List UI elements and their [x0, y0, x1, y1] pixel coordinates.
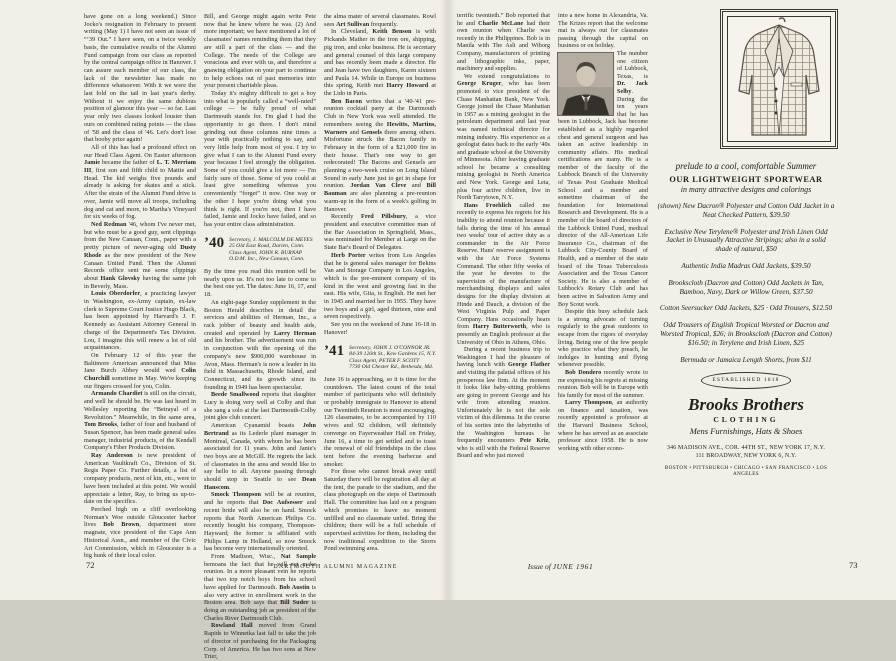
text-column-1 [84, 13, 196, 561]
paragraph: For those who cannot break away until Saturday there will be registration all day at the tent, the parade to the stadium, and the class photograph on the steps of Dartmouth Hall. The committee has laid on a program which promises to leave no moment unfilled and no classmate unfed. Bring the children; there will be a full schedule of supervised activities for them, including the now traditional expedition to the Storrs Pond swimming area. [324, 468, 436, 553]
paragraph: All of this has had a profound effect on our Head Class Agent. On Easter afternoon Jamie became the father of L. T. Merriam III, first son and fifth child to Mattie and Head. The kid weighs five pounds and already is asking for skates and a stick. After the strain of the Alumni Fund drive is over, Jamie will move all troops, including dog and cat and more, to Martha's Vineyard for six weeks of fog. [84, 143, 196, 221]
paragraph-group [204, 268, 316, 661]
paragraph: By the time you read this reunion will be nearly upon us. It's not too late to come to the best one yet. The dates: June 16, 17, and 18. [204, 268, 316, 299]
paragraph: Brookscloth (Dacron and Cotton) Odd Jackets in Tan, Bamboo, Navy, Dark or Willow Green, $37.50 [668, 278, 824, 296]
paragraph: Ben Bacon writes that a '40-'41 pre-reunion cocktail party at the Dartmouth Club in New York was well attended. He remembers seeing the Hewitts, Martins, Warners and Gensels there among others. Misfortune struck the Bacon family in February in the form of a $21,000 fire in their house. That's one way to get redecorated! The Bacons and Gensels are planning a two-week cruise on Long Island Sound in early June just to get in shape for reunion. Jordan Van Cleve and Bill Bauman are also planning a pre-reunion warm-up in the form of a week's golfing in Hanover. [324, 97, 437, 213]
portrait-illustration [558, 53, 613, 115]
paragraph: Odd Trousers of English Tropical Worsted or Dacron and Worsted Tropical, $26; in Brookscloth (Dacron and Cotton) $16.50; in Terylene and Irish Linen, $25 [660, 321, 832, 347]
text-column-3 [324, 13, 436, 561]
established-1818-badge: ESTABLISHED 1818 [701, 372, 791, 389]
paragraph: Cotton Seersucker Odd Jackets, $25 · Odd Trousers, $12.50 [659, 304, 833, 313]
ad-address-1: 346 MADISON AVE., COR. 44TH ST., NEW YORK 17, N.Y. [666, 445, 826, 452]
paragraph-group [558, 13, 648, 51]
issue-prefix: Issue of [527, 562, 551, 571]
page-number-right: 73 [849, 560, 858, 570]
paragraph: We extend congratulations to George Kruger, who has been promoted to vice president of the Chase Manhattan Bank, New York. George joined the Chase Manhattan in 1957 as a mining geologist in the petroleum department and last year was named technical director for mining industry. His experience as a geologist dates back to the early '40s and graduate school at the University of Minnesota. After leaving graduate school he became a consulting mining geologist in North America and New York. George and Leta, plus four active children, live in North Tarrytown, N.Y. [457, 73, 550, 202]
jacket-illustration-frame [720, 9, 838, 149]
paragraph: From Madison, Wisc., Nat Sample bemoans the fact that he will not make reunion. In a more pleasant vein he reports that two top notch boys from his school have applied for Dartmouth. Bob Austin is also very active in enrollment work in the Boston area. Bob says that Bill Suder is doing an outstanding job as president of the Charles River Dartmouth Club. [204, 553, 317, 622]
paragraph: On February 12 of this year the Baltimore American announced that Miss Jane Burch Abbey would wed Colin Churchill sometime in May. We're keeping our fingers crossed for you, Colin. [84, 351, 196, 390]
paragraph: Beede Smallwood reports that daughter Lucy is doing very well at Colby and that she sang a solo at the last Dartmouth-Colby joint glee club concert. [204, 391, 316, 422]
paragraph: Larry Thompson, an authority on finance and taxation, was recently appointed a professor at the Harvard Business School, where he has served as an associate professor since 1958. He is now working with other econo- [558, 400, 648, 452]
paragraph: An eight-page Sunday supplement in the Boston Herald describes in detail the services and abilities of Herman, Inc., a rack jobber of beauty and health aids, created and operated by Larry Herman and his brother. The advertisement was run in conjunction with the opening of the company's new $900,000 warehouse in Avon, Mass. Herman's is now a leader in its field in Massachusetts, Rhode Island, and Connecticut, and its growth since its founding in 1949 has been spectacular. [204, 298, 316, 391]
paragraph: During a recent business trip to Washington I had the pleasure of having lunch with George Flather and visiting the palatial offices of his prosperous law firm. At the moment it looks like baby-sitting problems are going to prevent George and his wife from attending reunion. Unfortunately he is not the sole victim of this dilemma. In the course of his sorties into the labyrinths of the Washington bureaus he frequently encounters Pete Kriz, who is still with the Federal Reserve Board and who just moved [457, 347, 550, 460]
issue-date-footer [478, 562, 643, 571]
text-column-4 [457, 13, 550, 561]
text-column-5 [558, 13, 648, 561]
ad-title: OUR LIGHTWEIGHT SPORTWEAR [669, 175, 823, 184]
paragraph: Ned Redman '46, whom I've never met, but who must be a good guy, sent clippings from the New Canaan, Conn., paper with a pretty picture of never-aging old Dusty Rhode as the new president of the New Canaan United Fund. Then the Alumni Records office sent me some clippings about Hank Glovsky having the same job in Beverly, Mass. [84, 220, 196, 290]
class-41-officers [349, 344, 436, 371]
officer-line: Class Agent, JOHN R. BURNAP [229, 249, 303, 256]
ad-clothing-label: CLOTHING [713, 415, 779, 425]
ad-address-2: 111 BROADWAY, NEW YORK 6, N.Y. [695, 453, 797, 460]
officer-line: Secretary, JOHN J. O'CONNOR JR. [349, 344, 431, 351]
brooks-brothers-logo: Brooks Brothers [688, 395, 804, 415]
paragraph-group [204, 13, 316, 229]
paragraph: In Cleveland, Keith Benson is with Pickands Mather in the iron ore, shipping, pig iron, and coke business. He is secretary and general counsel of this large company and has recently been made a director. He and Jean have two daughters, Karen sixteen and Paula 14. While in Europe on business this spring, Keith met Harry Howard at the Lido in Paris. [324, 28, 436, 98]
paragraph: Louis Oberdorfer, a practicing lawyer in Washington, ex-Army captain, ex-law clerk to Supreme Court Justice Hugo Black, has been appointed by Harvard's J. F. Kennedy as Assistant Attorney General in charge of the Department's Tax Division. Lou, I imagine this will renew a lot of old acquaintances. [84, 290, 197, 352]
paragraph: Hans Froehlich called me recently to express his regrets for his inability to attend reunion because it falls during the time of his annual two weeks' tour of active duty as a commander in the Air Force Reserve. Hans' reserve assignment is with the Air Force Systems Command. The other fifty weeks of the year he devotes to the supervision of the manufacture of merchandising displays and sales designs for the display division at Hinde and Dauch, a division of the West Virginia Pulp and Paper Company. Hans occasionally hears from Harry Butterworth, who is presently an English professor at the University of Ohio in Athens, Ohio. [457, 202, 551, 346]
ad-furnishings-label: Mens Furnishings, Hats & Shoes [689, 426, 803, 437]
paragraph-group [324, 376, 436, 553]
officer-line: 25 Old East Road, Darien, Conn. [229, 243, 305, 250]
class-1941-heading [324, 344, 436, 371]
paragraph: Bob Dondero recently wrote to me expressing his regrets at missing reunion. Bob will be in Europe with his family for most of the summer. [558, 369, 648, 399]
officer-line: 7730 Old Chester Rd., Bethesda, Md. [349, 364, 434, 371]
ad-tagline: prelude to a cool, comfortable Summer [675, 161, 817, 171]
paragraph: Smock Thompson will be at reunion, and he reports that Doc Aufsesser and recent bride will also be on hand. Smock reports that North American Philips Co. recently bought his company, Thompson-Hayward; the former is affiliated with Philips Lamp in Holland, so now Smock has become very internationally oriented. [204, 491, 316, 553]
officer-line: Class Agent, PETER F. SCOTT [349, 357, 420, 364]
paragraph: Perched high on a cliff overlooking Norman's Woe outside Gloucester harbor lives Bob Brown, department store magnate, vice president of the Cape Ann Historical Assn., and member of the Civic Art Commission, which in Gloucester is a big hunk of their local color. [84, 506, 196, 560]
paragraph: have gone on a long weekend.) Since Jocko's resignation in February to present writing (May 1) I have not seen an issue of “’39 Out.” I have seen, on a twice weekly basis, the cumulative results of the Alumni Fund campaign from our class as reported by the central campaign office in Hanover. I can assure each member of our class, the lack of the newsletter has made no difference whatsoever. With it we were the last fold on the tail in last year's derby. Without it we enjoy the same dubious position of glamour this year — so far. Last year only two classes looked lousier than ours on combined rating points — the class of '58 and the class of '46. Let's don't lose that booby prize again! [84, 13, 196, 144]
officer-line: Secretary, J. MALCOLM DE MEYES [229, 236, 313, 243]
class-year-40: ’40 [204, 234, 225, 251]
paragraph: June 16 is approaching, so it is time for the countdown. The latest count of the total number of participants who will definitely or probably immigrate to Hanover to attend our Twentieth Reunion is most encouraging. 126 classmates, to be accompanied by 110 wives and 92 children, will definitely converge on Fayerweather Hall on Friday, June 16, a time to get settled and to toast the renewal of old friendships in the class tent before the evening barbecue and smoker. [324, 375, 436, 468]
page-gutter-shadow [440, 0, 456, 600]
paragraph: Ray Anderson is new president of American Vaultkraft Co., Division of St. Regis Paper Co. Further details, a list of company products, next of kin, etc., were to have been included at this point. We would appreciate a letter, Ray, to bring us up-to-date on the specifics. [84, 452, 196, 506]
paragraph: The number one citizen of Lubbock, Texas, is Dr. Jack Selby. During the ten years that he has been in Lubbock, Jack has become established as a highly regarded chest and general surgeon and has taken an active leadership in community affairs. His medical certifications are many. He is a member of the faculty of the Lubbock Branch of the University of Texas Post Graduate Medical School and a member and sometime chairman of the foundation for International Research and Development. He is a member of the board of directors of the Lubbock United Fund, medical director of the All-American Life Insurance Co., chairman of the Lubbock City-County Board of Health, and a member of the state board of the Texas Tuberculosis Association and the Texas Cancer Society. He is also a member of Lubbock's Rotary Club and has been active in Salvation Army and Boy Scout work. [558, 50, 648, 308]
paragraph: (shown) New Dacron® Polyester and Cotton Odd Jacket in a Neat Checked Pattern, $39.50 [657, 202, 835, 219]
text-column-2 [204, 13, 317, 661]
brooks-brothers-ad [652, 9, 840, 563]
paragraph: Exclusive New Terylene® Polyester and Irish Linen Odd Jacket in Unusually Attractive Stripings; also in a solid shade of natural, $50 [664, 227, 828, 254]
paragraph: Herb Porter writes from Los Angeles that he is general sales manager for Bekins Van and Storage Company in Los Angeles, which is the pre-eminent company of its kind in the west and growing fast in the east. His wife, Gita, is English. He met her in 1945 and married her in 1955. They have two boys and a girl, aged thirteen, nine and seven respectively. [324, 251, 436, 321]
officer-line: 84-39 126th St., Kew Gardens 15, N.Y. [349, 351, 437, 358]
paragraph: Despite this busy schedule Jack is a strong advocate of turning regularly to the great outdoors to escape from the rigors of everyday living. Being one of the few people who practice what they preach, he indulges in hunting and flying whenever possible. [558, 309, 648, 369]
class-1940-heading [204, 236, 316, 263]
paragraph-group [324, 13, 436, 337]
paragraph: American Cyanamid boasts John Bertrand as its Lederle plant manager in Montreal, Canada, with whom he has been associated for 11 years. John and Janie's two boys are at McGill. He regrets the lack of classmates in the area and would like to say hello to all. Anyone passing through should stop in Seattle to see Dean Hanscom. [204, 422, 316, 491]
paragraph: Armando Chardiet is still on the circuit, and well he should be. He was last heard in Wellesley reporting the “Betrayal of a Revolution.” Meanwhile, in the same area, Tom Brooks, father of four and husband of Susan Spencer, has been made general sales manager, industrial products, of the Kendall Company's Fiber Products Division. [84, 390, 197, 452]
paragraph: Authentic India Madras Odd Jackets, $39.50 [681, 261, 811, 270]
issue-date: JUNE 1961 [552, 562, 594, 571]
ad-addresses [652, 445, 840, 461]
class-40-officers [229, 236, 312, 263]
paragraph: the alma mater of several classmates. Rowl sees Art Sullivan frequently. [324, 13, 436, 28]
officer-line: O.D.M. Inc., New Canaan, Conn. [229, 256, 305, 263]
portrait-photo [558, 53, 613, 115]
paragraph: Recently Fred Pillsbury, a vice president and executive committee man of the Bar Association in Springfield, Mass., was nominated for Member at Large on the State Bar's Board of Delegates. [324, 213, 437, 252]
magazine-title-footer: DARTMOUTH ALUMNI MAGAZINE [273, 564, 398, 570]
page-number-left: 72 [86, 560, 95, 570]
paragraph: Bill, and George might again write Pete now that he knew where he was. (2) And more important; we have mentioned a lot of classmates' names reminding them that they are still a part of the class — and the College. The needs of the College are voracious and ever with us, and therefore a gnawing obligation on your part to continue to help echoes out of past memories into your present charitable pleas. [204, 13, 316, 90]
ad-cities: BOSTON • PITTSBURGH • CHICAGO • SAN FRANCISCO • LOS ANGELES [664, 464, 828, 477]
jacket-drawing [729, 17, 829, 141]
jacket-illustration [727, 16, 831, 142]
paragraph: Today it's mighty difficult to get a boy into what is popularly called a “well-rated” college — be fully proud of what Dartmouth stands for. I'm glad I had the opportunity to go there. I don't mind grinding out these columns nine times a year with practically nothing to say, and very little help from most of you. I try to give what I can to the Alumni Fund every year because I feel strongly the obligation. Some of you could give a lot more — I'm fairly sure of those. Some of you could at least give something whereas you conveniently “forget” it now. One way or the other I hope you're doing what you think is right. If you're not, then I have failed, Jamie and Jocko have failed, and so has your entire class administration. [204, 90, 316, 228]
paragraph: terrific twentieth.” Bob reported that he and Charlie McLane had their own reunion when Charlie was recently in the Philippines. Bob is in Manila with The Asli and Wiborg Company, manufacturers of printing and lithographic inks, paper, machinery and supplies. [457, 13, 550, 73]
paragraph: into a new home in Alexandria, Va. The Krizes report that the welcome mat is always out for classmates passing through the capital on business or on holiday. [558, 13, 648, 50]
paragraph: See you on the weekend of June 16-18 in Hanover! [324, 321, 436, 336]
ad-item-list [652, 202, 840, 364]
ad-subtitle: in many attractive designs and colorings [680, 185, 812, 194]
class-year-41: ’41 [324, 342, 345, 359]
paragraph: Rowland Hall moved from Grand Rapids to Winnetka last fall to take the job of director of purchasing for the Packaging Corp. of America. He has two sons at New Trier, [204, 622, 317, 661]
paragraph: Bermuda or Jamaica Length Shorts, from $11 [680, 355, 812, 364]
